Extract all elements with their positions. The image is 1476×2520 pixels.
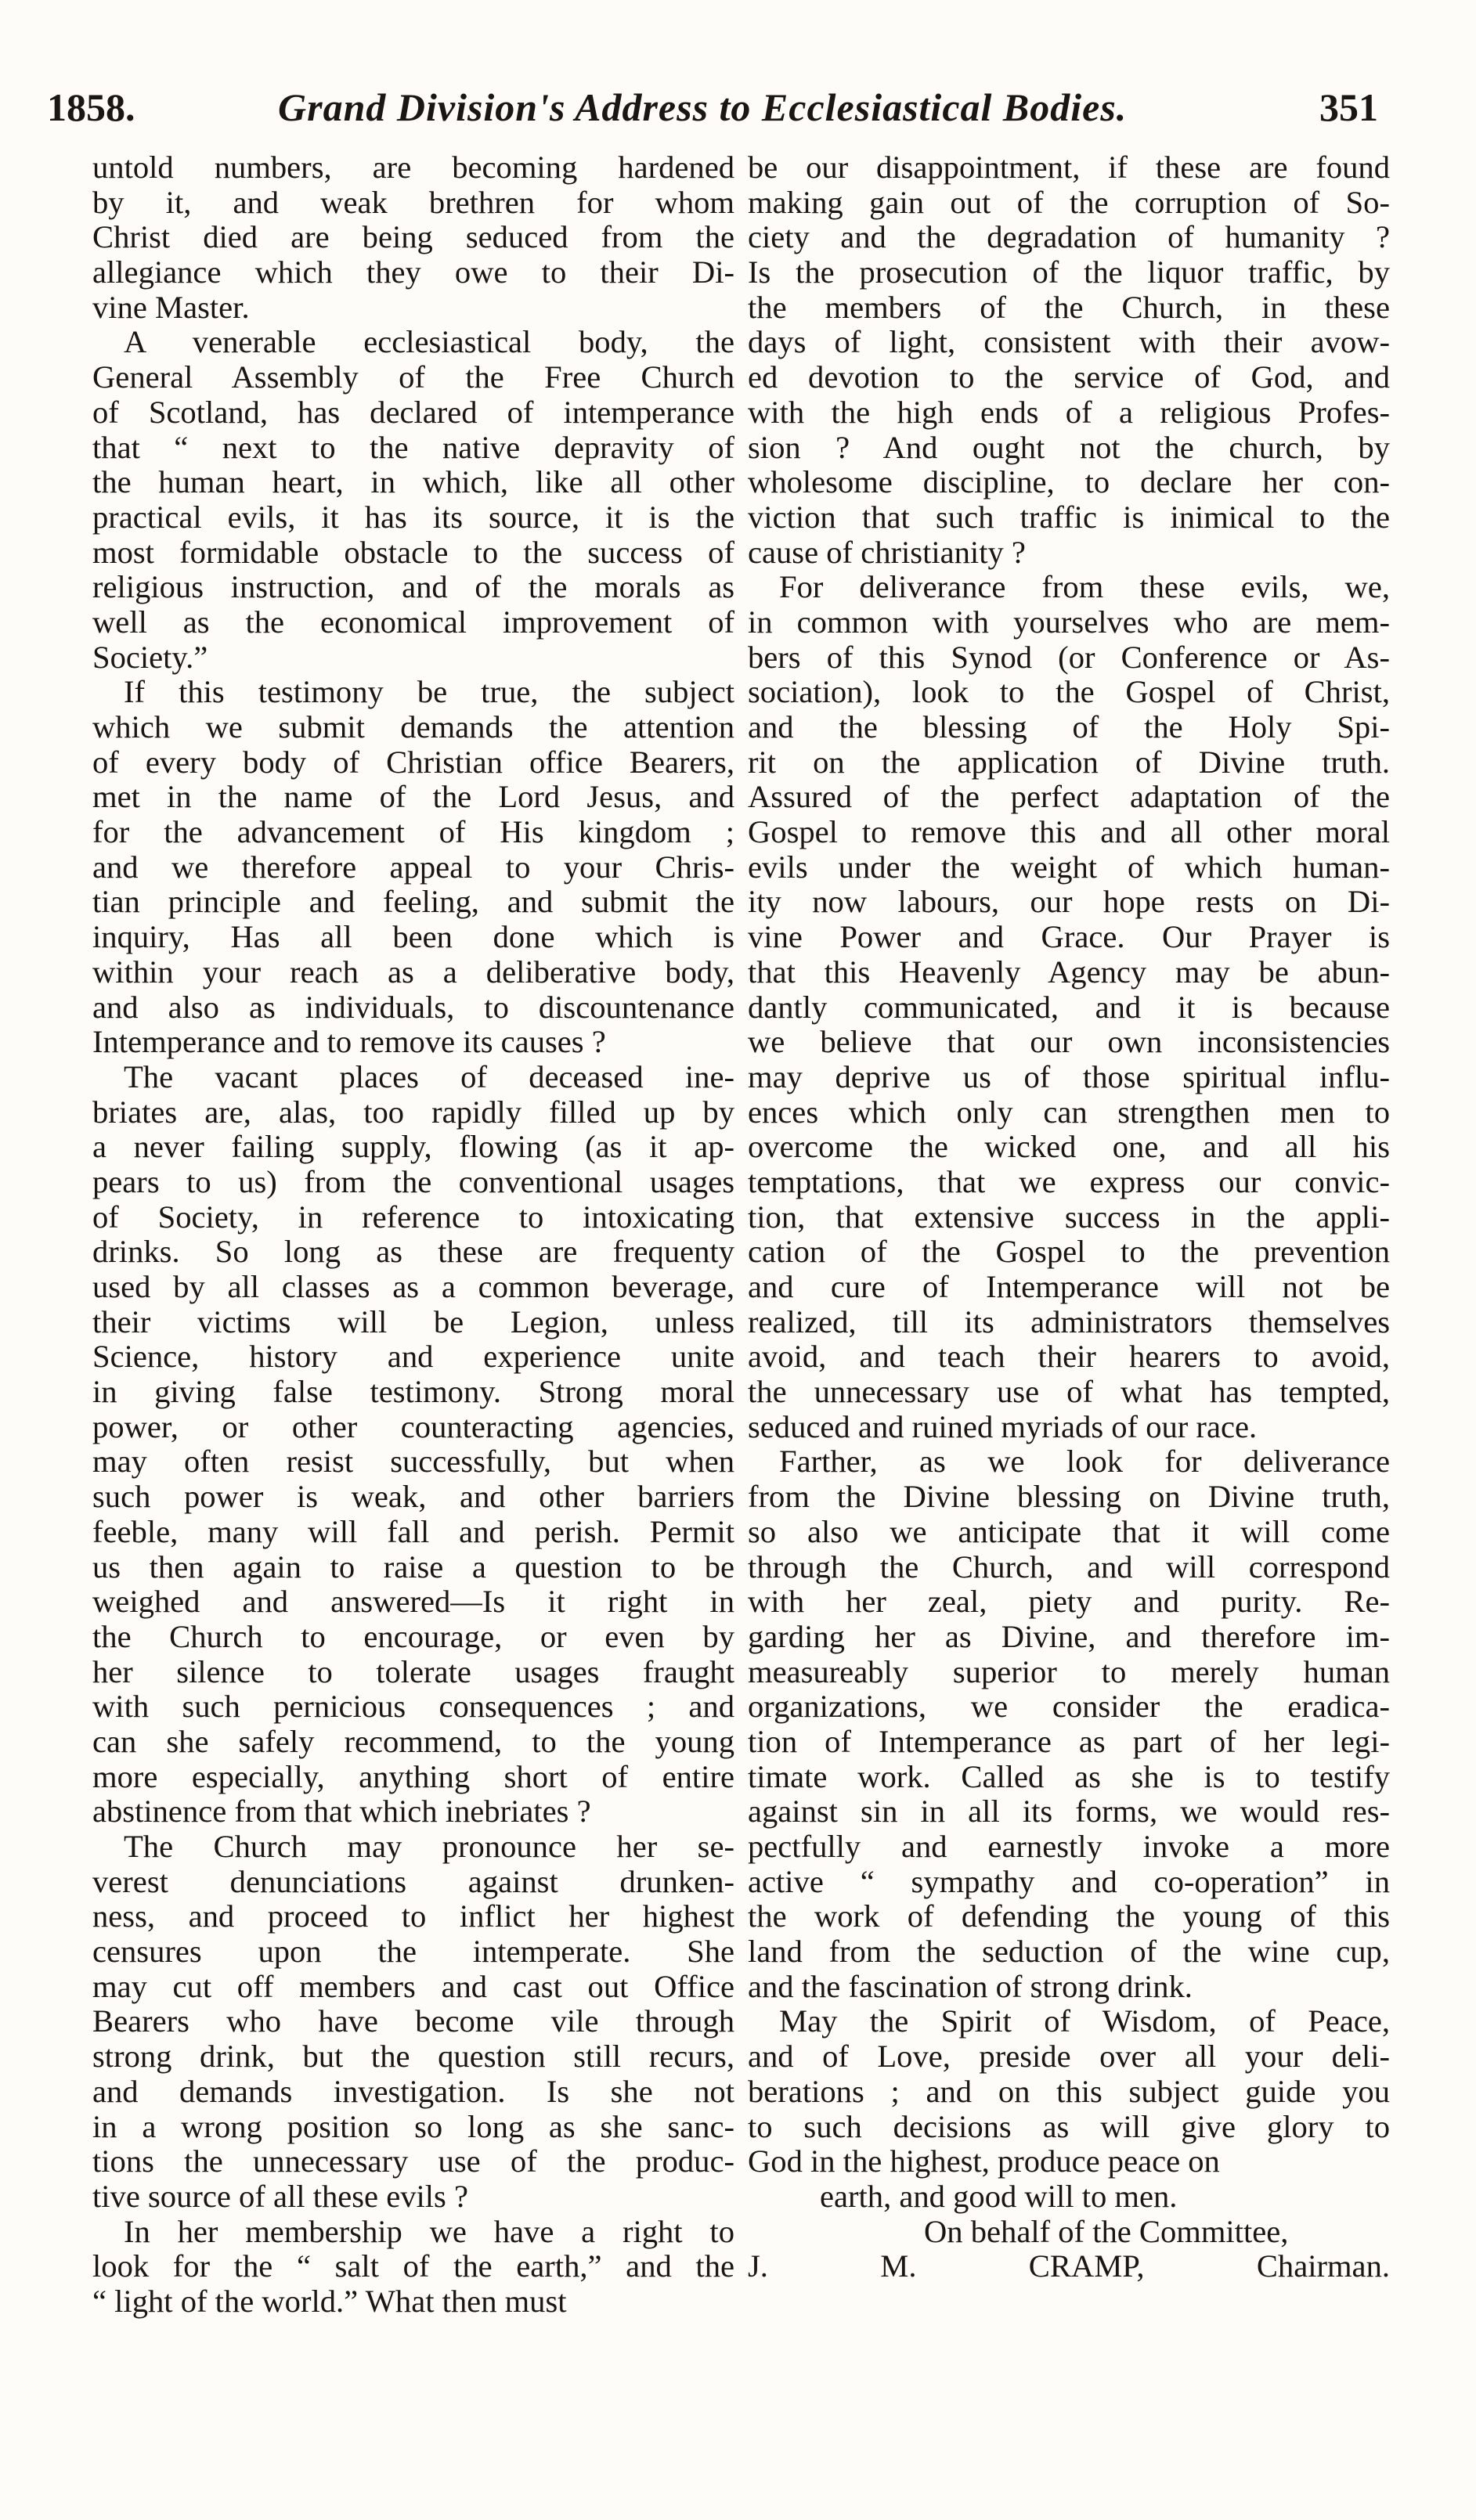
text-line: dantly communicated, and it is because: [748, 990, 1390, 1025]
text-line: land from the seduction of the wine cup,: [748, 1934, 1390, 1970]
text-line: ness, and proceed to inflict her highest: [92, 1899, 734, 1934]
text-line: a never failing supply, flowing (as it ap-: [92, 1130, 734, 1165]
text-line: and the fascination of strong drink.: [748, 1969, 1193, 2004]
text-line: weighed and answered—Is it right in: [92, 1584, 734, 1620]
text-line: berations ; and on this subject guide you: [748, 2074, 1390, 2109]
text-line: through the Church, and will correspond: [748, 1549, 1390, 1584]
text-line: and cure of Intemperance will not be: [748, 1270, 1390, 1304]
right-column: [748, 150, 1390, 2284]
text-line: sociation), look to the Gospel of Christ,: [748, 675, 1390, 710]
text-line: for the advancement of His kingdom ;: [92, 815, 734, 850]
text-line: garding her as Divine, and therefore im-: [748, 1619, 1390, 1654]
text-line: In her membership we have a right to: [124, 2214, 734, 2249]
text-line: be our disappointment, if these are found: [748, 150, 1390, 185]
text-line: Farther, as we look for deliverance: [779, 1444, 1390, 1480]
text-line: can she safely recommend, to the young: [92, 1724, 734, 1759]
text-line: in giving false testimony. Strong moral: [92, 1375, 734, 1410]
text-line: more especially, anything short of entire: [92, 1759, 734, 1794]
text-line: may deprive us of those spiritual influ-: [748, 1059, 1390, 1094]
text-line: in common with yourselves who are mem-: [748, 604, 1390, 640]
text-line: look for the “ salt of the earth,” and the: [92, 2249, 734, 2284]
text-line: may often resist successfully, but when: [92, 1444, 734, 1480]
text-line: For deliverance from these evils, we,: [779, 570, 1390, 605]
text-line: of every body of Christian office Bearers,: [92, 744, 734, 780]
text-line: well as the economical improvement of: [92, 604, 734, 640]
text-line: we believe that our own inconsistencies: [748, 1025, 1390, 1060]
text-line: God in the highest, produce peace on: [748, 2144, 1220, 2179]
text-line: tion of Intemperance as part of her legi-: [748, 1724, 1390, 1759]
text-line: bers of this Synod (or Conference or As-: [748, 640, 1390, 675]
text-line: vine Master.: [92, 290, 250, 325]
text-line: viction that such traffic is inimical to the: [748, 499, 1390, 535]
text-line: “ light of the world.” What then must: [92, 2284, 567, 2319]
text-line: vine Power and Grace. Our Prayer is: [748, 920, 1390, 955]
text-line: Intemperance and to remove its causes ?: [92, 1025, 606, 1060]
text-line: feeble, many will fall and perish. Permit: [92, 1514, 734, 1549]
text-line: from the Divine blessing on Divine truth,: [748, 1480, 1390, 1515]
text-line: The vacant places of deceased ine-: [124, 1059, 734, 1094]
text-line: Is the prosecution of the liquor traffic, by: [748, 255, 1390, 290]
text-line: that “ next to the native depravity of: [92, 430, 734, 465]
text-line: her silence to tolerate usages fraught: [92, 1654, 734, 1689]
text-line: with her zeal, piety and purity. Re-: [748, 1584, 1390, 1620]
text-line: pears to us) from the conventional usages: [92, 1164, 734, 1199]
text-line: overcome the wicked one, and all his: [748, 1130, 1390, 1165]
text-line: in a wrong position so long as she sanc-: [92, 2109, 734, 2144]
running-title: Grand Division's Address to Ecclesiastical Bodies.: [278, 85, 1128, 129]
text-line: Gospel to remove this and all other moral: [748, 815, 1390, 850]
text-line: Assured of the perfect adaptation of the: [748, 780, 1390, 815]
text-line: and we therefore appeal to your Chris-: [92, 849, 734, 885]
text-line: and also as individuals, to discountenance: [92, 990, 734, 1025]
text-line: temptations, that we express our convic-: [748, 1164, 1390, 1199]
text-line: so also we anticipate that it will come: [748, 1514, 1390, 1549]
text-line: rit on the application of Divine truth.: [748, 744, 1390, 780]
text-line: such power is weak, and other barriers: [92, 1480, 734, 1515]
text-line: practical evils, it has its source, it is the: [92, 499, 734, 535]
text-line: evils under the weight of which human-: [748, 849, 1390, 885]
text-line: used by all classes as a common beverage,: [92, 1270, 734, 1304]
text-line: days of light, consistent with their avow-: [748, 325, 1390, 360]
text-line: the members of the Church, in these: [748, 290, 1390, 325]
text-line: and the blessing of the Holy Spi-: [748, 710, 1390, 744]
text-line: tions the unnecessary use of the produc-: [92, 2144, 734, 2179]
text-line: The Church may pronounce her se-: [124, 1830, 734, 1864]
text-line: ences which only can strengthen men to: [748, 1094, 1390, 1130]
text-line: cause of christianity ?: [748, 535, 1026, 570]
text-line: ciety and the degradation of humanity ?: [748, 220, 1390, 255]
text-line: earth, and good will to men.: [820, 2179, 1178, 2214]
text-line: abstinence from that which inebriates ?: [92, 1794, 591, 1830]
text-line: timate work. Called as she is to testify: [748, 1759, 1390, 1794]
text-line: and of Love, preside over all your deli-: [748, 2039, 1390, 2075]
text-line: that this Heavenly Agency may be abun-: [748, 954, 1390, 990]
text-line: the human heart, in which, like all other: [92, 465, 734, 500]
text-line: untold numbers, are becoming hardened: [92, 150, 734, 185]
text-line: realized, till its administrators themselves: [748, 1304, 1390, 1339]
text-line: met in the name of the Lord Jesus, and: [92, 780, 734, 815]
text-line: General Assembly of the Free Church: [92, 360, 734, 395]
text-line: strong drink, but the question still recurs,: [92, 2039, 734, 2075]
text-line: wholesome discipline, to declare her con-: [748, 465, 1390, 500]
text-line: within your reach as a deliberative body,: [92, 954, 734, 990]
text-line: inquiry, Has all been done which is: [92, 920, 734, 955]
text-line: active “ sympathy and co-operation” in: [748, 1864, 1390, 1899]
text-line: verest denunciations against drunken-: [92, 1864, 734, 1899]
text-line: tion, that extensive success in the appli-: [748, 1199, 1390, 1235]
text-line: avoid, and teach their hearers to avoid,: [748, 1339, 1390, 1375]
text-line: Christ died are being seduced from the: [92, 220, 734, 255]
text-line: the unnecessary use of what has tempted,: [748, 1375, 1390, 1410]
text-line: Science, history and experience unite: [92, 1339, 734, 1375]
text-line: ed devotion to the service of God, and: [748, 360, 1390, 395]
text-line: to such decisions as will give glory to: [748, 2109, 1390, 2144]
page-number: 351: [1319, 85, 1378, 129]
text-line: with the high ends of a religious Profes-: [748, 395, 1390, 430]
text-line: religious instruction, and of the morals as: [92, 570, 734, 605]
text-line: by it, and weak brethren for whom: [92, 185, 734, 220]
text-line: On behalf of the Committee,: [924, 2214, 1289, 2249]
text-line: pectfully and earnestly invoke a more: [748, 1830, 1390, 1864]
text-line: If this testimony be true, the subject: [124, 675, 734, 710]
text-line: and demands investigation. Is she not: [92, 2074, 734, 2109]
text-line: may cut off members and cast out Office: [92, 1969, 734, 2004]
text-line: making gain out of the corruption of So-: [748, 185, 1390, 220]
text-line: ity now labours, our hope rests on Di-: [748, 885, 1390, 920]
text-line: their victims will be Legion, unless: [92, 1304, 734, 1339]
text-line: briates are, alas, too rapidly filled up by: [92, 1094, 734, 1130]
text-line: with such pernicious consequences ; and: [92, 1689, 734, 1725]
text-line: organizations, we consider the eradica-: [748, 1689, 1390, 1725]
text-line: us then again to raise a question to be: [92, 1549, 734, 1584]
text-line: May the Spirit of Wisdom, of Peace,: [779, 2004, 1390, 2039]
text-line: drinks. So long as these are frequenty: [92, 1235, 734, 1270]
text-line: measureably superior to merely human: [748, 1654, 1390, 1689]
text-line: of Society, in reference to intoxicating: [92, 1199, 734, 1235]
text-line: A venerable ecclesiastical body, the: [124, 325, 734, 360]
text-line: against sin in all its forms, we would res-: [748, 1794, 1390, 1830]
text-line: tive source of all these evils ?: [92, 2179, 469, 2214]
header-year: 1858.: [47, 85, 135, 129]
text-line: most formidable obstacle to the success of: [92, 535, 734, 570]
text-line: tian principle and feeling, and submit the: [92, 885, 734, 920]
text-line: Bearers who have become vile through: [92, 2004, 734, 2039]
text-line: censures upon the intemperate. She: [92, 1934, 734, 1970]
left-column: [92, 150, 734, 2320]
text-line: power, or other counteracting agencies,: [92, 1409, 734, 1444]
text-line: Society.”: [92, 640, 208, 675]
text-line: cation of the Gospel to the prevention: [748, 1235, 1390, 1270]
text-line: of Scotland, has declared of intemperance: [92, 395, 734, 430]
text-line: J. M. CRAMP, Chairman.: [748, 2249, 1390, 2284]
text-line: the Church to encourage, or even by: [92, 1619, 734, 1654]
text-line: the work of defending the young of this: [748, 1899, 1390, 1934]
text-line: allegiance which they owe to their Di-: [92, 255, 734, 290]
text-line: sion ? And ought not the church, by: [748, 430, 1390, 465]
text-line: seduced and ruined myriads of our race.: [748, 1409, 1258, 1444]
page-header: [47, 85, 1378, 136]
text-line: which we submit demands the attention: [92, 710, 734, 744]
